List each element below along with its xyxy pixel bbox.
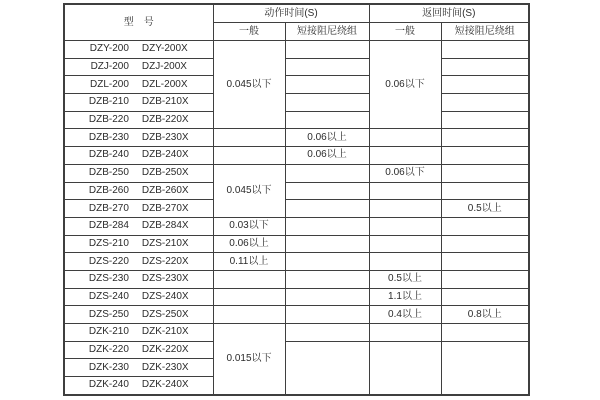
model-cell: [64, 164, 213, 182]
model-cell: [64, 217, 213, 235]
model-variant: DZB-240X: [141, 149, 189, 161]
action-damping-cell: [285, 182, 369, 200]
return-general-cell: [369, 217, 441, 235]
model-primary: DZB-284: [88, 220, 129, 232]
model-primary: DZS-240: [88, 290, 129, 302]
return-general-cell: 1.1以上: [369, 288, 441, 306]
model-variant: DZS-250X: [141, 308, 189, 320]
model-variant: DZK-210X: [141, 326, 189, 338]
model-variant: DZB-284X: [141, 220, 189, 232]
action-general-cell: 0.03以下: [213, 217, 285, 235]
action-general-cell: [213, 147, 285, 165]
model-primary: DZY-200: [89, 43, 129, 55]
model-primary: DZB-230: [88, 131, 129, 143]
model-cell: [64, 235, 213, 253]
model-cell: [64, 359, 213, 377]
return-damping-cell: [441, 235, 529, 253]
return-damping-cell: [441, 341, 529, 395]
model-cell: [64, 288, 213, 306]
action-damping-cell: 0.06以上: [285, 147, 369, 165]
action-damping-cell: [285, 58, 369, 76]
model-cell: [64, 94, 213, 112]
return-damping-cell: [441, 76, 529, 94]
model-primary: DZS-220: [88, 255, 129, 267]
model-cell: [64, 341, 213, 359]
action-damping-cell: [285, 94, 369, 112]
return-damping-cell: [441, 324, 529, 342]
return-damping-cell: [441, 111, 529, 129]
table-row: [64, 182, 529, 200]
return-general-cell: 0.06以下: [369, 41, 441, 129]
header-return-time: 返回时间(S): [369, 4, 529, 23]
return-damping-cell: [441, 129, 529, 147]
action-damping-cell: [285, 164, 369, 182]
model-primary: DZS-250: [88, 308, 129, 320]
model-cell: [64, 306, 213, 324]
action-damping-cell: 0.06以上: [285, 129, 369, 147]
model-variant: DZS-230X: [141, 273, 189, 285]
model-primary: DZS-210: [88, 237, 129, 249]
action-damping-cell: [285, 111, 369, 129]
return-damping-cell: 0.5以上: [441, 200, 529, 218]
model-primary: DZK-230: [88, 361, 129, 373]
table-row: [64, 270, 529, 288]
model-variant: DZJ-200X: [141, 61, 187, 73]
table-row: [64, 324, 529, 342]
header-action-damping: 短接阻尼绕组: [285, 23, 369, 41]
model-variant: DZL-200X: [141, 78, 188, 90]
table-row: [64, 288, 529, 306]
action-damping-cell: [285, 341, 369, 395]
model-variant: DZK-230X: [141, 361, 189, 373]
model-cell: [64, 76, 213, 94]
action-general-cell: 0.045以下: [213, 41, 285, 129]
action-general-cell: 0.11以上: [213, 253, 285, 271]
model-primary: DZB-220: [88, 114, 129, 126]
model-cell: [64, 270, 213, 288]
return-general-cell: [369, 200, 441, 218]
model-variant: DZB-220X: [141, 114, 189, 126]
header-model: 型 号: [64, 4, 213, 41]
table-row: [64, 58, 529, 76]
model-primary: DZS-230: [88, 273, 129, 285]
return-general-cell: [369, 182, 441, 200]
return-general-cell: 0.06以下: [369, 164, 441, 182]
return-damping-cell: [441, 270, 529, 288]
model-primary: DZB-240: [88, 149, 129, 161]
model-primary: DZB-260: [88, 184, 129, 196]
action-damping-cell: [285, 235, 369, 253]
table-row: [64, 235, 529, 253]
model-variant: DZB-270X: [141, 202, 189, 214]
model-cell: [64, 58, 213, 76]
action-damping-cell: [285, 288, 369, 306]
model-primary: DZB-250: [88, 167, 129, 179]
action-damping-cell: [285, 76, 369, 94]
action-general-cell: [213, 270, 285, 288]
return-damping-cell: [441, 94, 529, 112]
model-cell: [64, 41, 213, 59]
return-damping-cell: [441, 164, 529, 182]
model-cell: [64, 111, 213, 129]
model-variant: DZY-200X: [141, 43, 188, 55]
return-general-cell: [369, 235, 441, 253]
model-primary: DZJ-200: [90, 61, 129, 73]
header-action-general: 一般: [213, 23, 285, 41]
action-damping-cell: [285, 217, 369, 235]
header-return-general: 一般: [369, 23, 441, 41]
return-damping-cell: [441, 253, 529, 271]
table-row: [64, 200, 529, 218]
model-cell: [64, 147, 213, 165]
model-cell: [64, 129, 213, 147]
action-general-cell: [213, 288, 285, 306]
model-variant: DZK-220X: [141, 344, 189, 356]
model-primary: DZK-210: [88, 326, 129, 338]
model-variant: DZB-260X: [141, 184, 189, 196]
return-general-cell: [369, 341, 441, 395]
action-general-cell: [213, 129, 285, 147]
return-damping-cell: [441, 147, 529, 165]
action-damping-cell: [285, 324, 369, 342]
return-damping-cell: [441, 182, 529, 200]
table-row: [64, 217, 529, 235]
action-general-cell: [213, 306, 285, 324]
return-general-cell: [369, 253, 441, 271]
return-general-cell: [369, 324, 441, 342]
return-general-cell: 0.4以上: [369, 306, 441, 324]
header-action-time: 动作时间(S): [213, 4, 369, 23]
model-primary: DZB-210: [88, 96, 129, 108]
table-row: [64, 41, 529, 59]
spec-table: [63, 3, 530, 396]
return-damping-cell: 0.8以上: [441, 306, 529, 324]
model-variant: DZS-210X: [141, 237, 189, 249]
return-general-cell: 0.5以上: [369, 270, 441, 288]
model-cell: [64, 200, 213, 218]
return-damping-cell: [441, 41, 529, 59]
model-variant: DZB-250X: [141, 167, 189, 179]
model-variant: DZS-240X: [141, 290, 189, 302]
model-primary: DZK-220: [88, 344, 129, 356]
model-cell: [64, 253, 213, 271]
action-general-cell: 0.06以上: [213, 235, 285, 253]
table-row: [64, 94, 529, 112]
model-cell: [64, 324, 213, 342]
action-damping-cell: [285, 306, 369, 324]
return-damping-cell: [441, 217, 529, 235]
action-damping-cell: [285, 200, 369, 218]
table-row: [64, 341, 529, 359]
table-row: [64, 253, 529, 271]
action-damping-cell: [285, 41, 369, 59]
return-damping-cell: [441, 288, 529, 306]
model-cell: [64, 182, 213, 200]
table-row: [64, 76, 529, 94]
action-damping-cell: [285, 270, 369, 288]
return-damping-cell: [441, 58, 529, 76]
header-return-damping: 短接阻尼绕组: [441, 23, 529, 41]
table-row: [64, 111, 529, 129]
model-variant: DZB-210X: [141, 96, 189, 108]
model-variant: DZK-240X: [141, 379, 189, 391]
table-row: [64, 164, 529, 182]
action-general-cell: 0.045以下: [213, 164, 285, 217]
table-row: [64, 147, 529, 165]
table-row: [64, 306, 529, 324]
model-primary: DZL-200: [90, 78, 129, 90]
return-general-cell: [369, 129, 441, 147]
action-general-cell: 0.015以下: [213, 324, 285, 395]
model-primary: DZB-270: [88, 202, 129, 214]
model-primary: DZK-240: [88, 379, 129, 391]
action-damping-cell: [285, 253, 369, 271]
return-general-cell: [369, 147, 441, 165]
model-cell: [64, 377, 213, 395]
model-variant: DZS-220X: [141, 255, 189, 267]
model-variant: DZB-230X: [141, 131, 189, 143]
table-row: [64, 129, 529, 147]
